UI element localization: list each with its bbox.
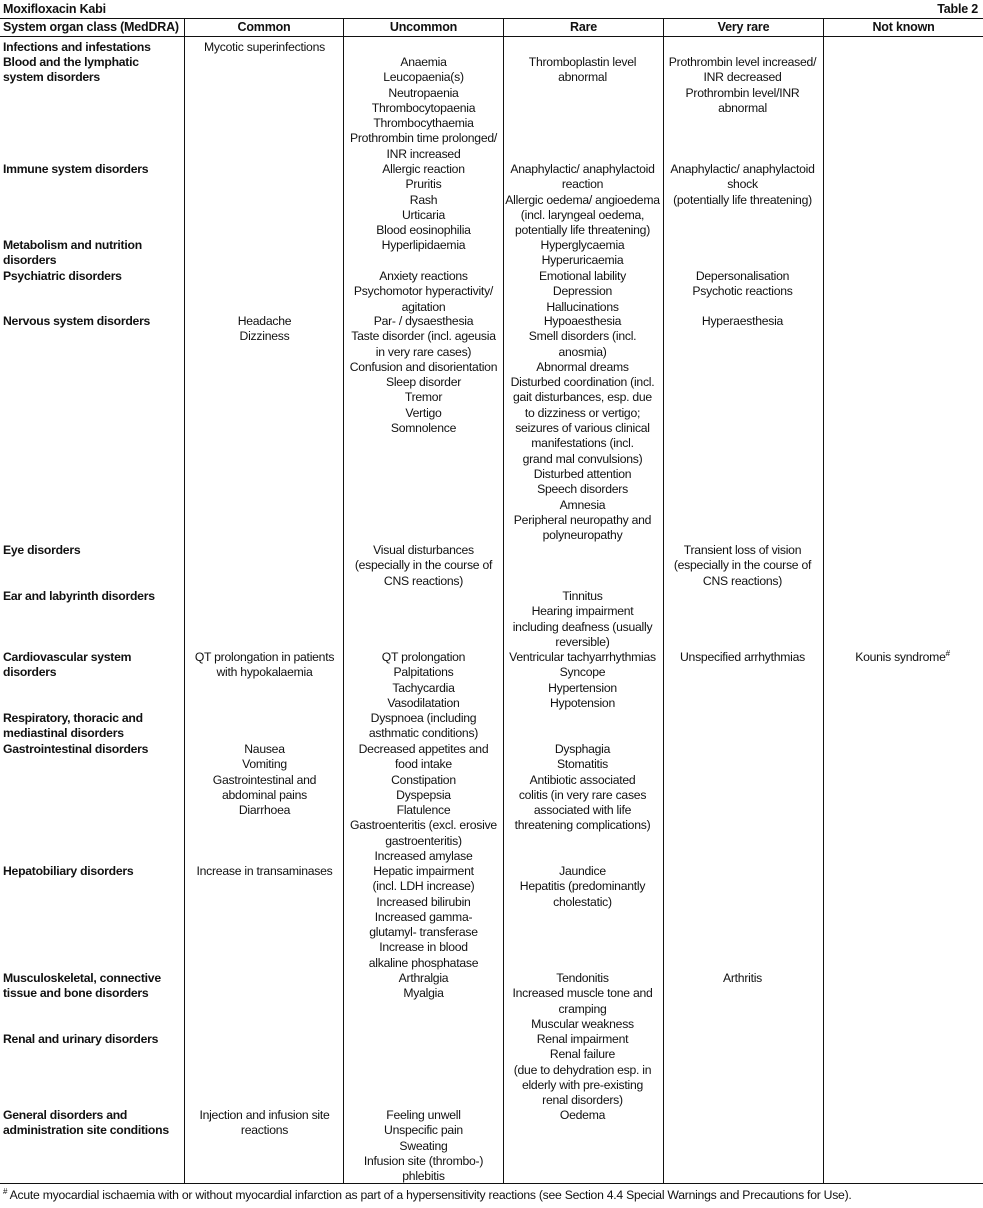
table-footnote [3, 1188, 978, 1202]
uncommon-cell: Dyspnoea (including asthmatic conditions) [368, 711, 479, 741]
soc-label: Immune system disorders [3, 162, 149, 176]
uncommon-cell: QT prolongation Palpitations Tachycardia Vasodilatation [381, 650, 466, 710]
soc-label: Renal and urinary disorders [3, 1032, 159, 1046]
column-divider [184, 18, 185, 1183]
rare-cell: Ventricular tachyarrhythmias Syncope Hypertension Hypotension [509, 650, 656, 710]
uncommon-cell: Anxiety reactions Psychomotor hyperactivity/ agitation [353, 269, 494, 314]
rare-cell: Hypoaesthesia Smell disorders (incl. anosmia) Abnormal dreams Disturbed coordination (incl. gait disturbances, esp. due to dizziness or vertigo; seizures of various clinical manifestations (incl. grand mal convulsions) Disturbed attention Speech disorders Amnesia Peripheral neuropathy and polyneuropathy [510, 314, 655, 543]
very-rare-cell: Hyperaesthesia [701, 314, 784, 328]
rare-cell: Anaphylactic/ anaphylactoid reaction Allergic oedema/ angioedema (incl. laryngeal oedema, potentially life threatening) [505, 162, 660, 238]
rare-cell: Thromboplastin level abnormal [528, 55, 637, 85]
rare-cell: Emotional lability Depression Hallucinations [539, 269, 626, 314]
rare-cell: Tinnitus Hearing impairment including deafness (usually reversible) [512, 589, 653, 649]
common-cell: Injection and infusion site reactions [199, 1108, 330, 1138]
column-header-uncommon: Uncommon [389, 20, 458, 34]
uncommon-cell: Hepatic impairment (incl. LDH increase) Increased bilirubin Increased gamma- glutamyl- transferase Increase in blood alkaline phosphatase [368, 864, 479, 970]
soc-label: Nervous system disorders [3, 314, 151, 328]
rare-cell: Oedema [559, 1108, 606, 1122]
document-header [0, 0, 983, 18]
column-header-common: Common [237, 20, 291, 34]
very-rare-cell: Arthritis [722, 971, 763, 985]
rare-cell: Jaundice Hepatitis (predominantly cholestatic) [519, 864, 646, 909]
soc-label: Musculoskeletal, connective tissue and bone disorders [3, 971, 161, 1001]
uncommon-cell: Anaemia Leucopaenia(s) Neutropaenia Thrombocytopaenia Thrombocythaemia Prothrombin time prolonged/ INR increased [349, 55, 498, 161]
very-rare-cell: Anaphylactic/ anaphylactoid shock (potentially life threatening) [670, 162, 815, 207]
uncommon-cell: Allergic reaction Pruritis Rash Urticaria Blood eosinophilia [376, 162, 471, 238]
column-header-rare: Rare [570, 20, 597, 34]
soc-label: Metabolism and nutrition disorders [3, 238, 142, 268]
table-label: Table 2 [937, 2, 978, 16]
soc-label: Hepatobiliary disorders [3, 864, 134, 878]
not-known-cell [824, 650, 981, 665]
soc-label: Eye disorders [3, 543, 81, 557]
uncommon-cell: Par- / dysaesthesia Taste disorder (incl. ageusia in very rare cases) Confusion and disorientation Sleep disorder Tremor Vertigo Somnolence [349, 314, 498, 436]
column-header-not-known: Not known [872, 20, 935, 34]
soc-label: Cardiovascular system disorders [3, 650, 132, 680]
rare-cell: Renal impairment Renal failure (due to dehydration esp. in elderly with pre-existing renal disorders) [513, 1032, 652, 1108]
rare-cell: Hyperglycaemia Hyperuricaemia [540, 238, 625, 268]
column-header-very-rare: Very rare [717, 20, 770, 34]
column-header-soc: System organ class (MedDRA) [3, 20, 179, 34]
very-rare-cell: Unspecified arrhythmias [680, 650, 805, 664]
common-cell: Nausea Vomiting Gastrointestinal and abdominal pains Diarrhoea [212, 742, 317, 818]
uncommon-cell: Hyperlipidaemia [381, 238, 466, 252]
common-cell: Headache Dizziness [237, 314, 292, 344]
rare-cell: Tendonitis Increased muscle tone and cramping Muscular weakness [512, 971, 653, 1031]
soc-label: Psychiatric disorders [3, 269, 122, 283]
common-cell: QT prolongation in patients with hypokalaemia [194, 650, 335, 680]
column-divider [343, 18, 344, 1183]
column-divider [823, 18, 824, 1183]
rare-cell: Dysphagia Stomatitis Antibiotic associated colitis (in very rare cases associated with life threatening complications) [514, 742, 651, 833]
very-rare-cell: Depersonalisation Psychotic reactions [692, 269, 793, 299]
soc-label: Respiratory, thoracic and mediastinal disorders [3, 711, 143, 741]
common-cell: Increase in transaminases [196, 864, 333, 878]
soc-label: Blood and the lymphatic system disorders [3, 55, 139, 85]
very-rare-cell: Transient loss of vision (especially in the course of CNS reactions) [673, 543, 812, 588]
kounis-syndrome-text: Kounis syndrome [855, 650, 946, 664]
very-rare-cell: Prothrombin level increased/ INR decreased Prothrombin level/INR abnormal [668, 55, 817, 115]
header-bottom-rule [0, 36, 983, 37]
uncommon-cell: Arthralgia Myalgia [398, 971, 449, 1001]
soc-label: General disorders and administration site conditions [3, 1108, 169, 1138]
soc-label: Infections and infestations [3, 40, 151, 54]
footnote-mark: # [3, 1186, 8, 1196]
document-title: Moxifloxacin Kabi [3, 2, 106, 16]
footnote-marker: # [945, 648, 950, 658]
uncommon-cell: Decreased appetites and food intake Constipation Dyspepsia Flatulence Gastroenteritis (excl. erosive gastroenteritis) Increased amylase [350, 742, 497, 864]
uncommon-cell: Visual disturbances (especially in the course of CNS reactions) [354, 543, 493, 588]
uncommon-cell: Feeling unwell Unspecific pain Sweating Infusion site (thrombo-) phlebitis [363, 1108, 484, 1184]
soc-label: Gastrointestinal disorders [3, 742, 149, 756]
soc-label: Ear and labyrinth disorders [3, 589, 155, 603]
common-cell: Mycotic superinfections [204, 40, 325, 54]
footnote-text: Acute myocardial ischaemia with or without myocardial infarction as part of a hypersensitivity reactions (see Section 4.4 Special Warnings and Precautions for Use). [7, 1188, 852, 1202]
